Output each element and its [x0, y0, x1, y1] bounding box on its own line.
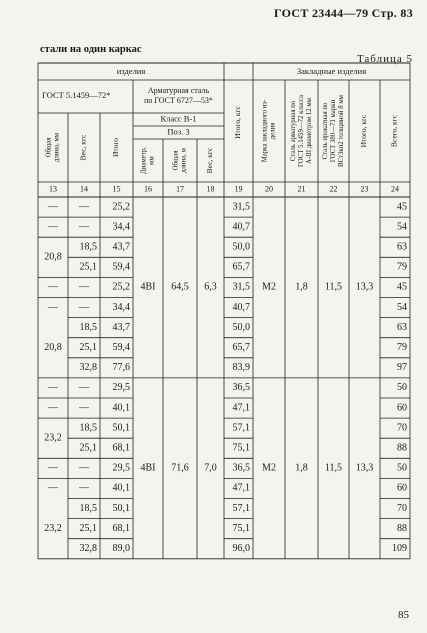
column-label-c15: Итого: [111, 138, 121, 157]
cell-c19: 47,1: [232, 482, 250, 494]
column-number: 14: [80, 184, 88, 194]
column-label-c13: Общая: [45, 137, 53, 158]
cell-c24: 88: [397, 522, 407, 534]
cell-c24: 109: [392, 543, 407, 555]
cell-c19: 96,0: [232, 543, 250, 555]
column-label-c21: ГОСТ 5.1459—72 класса: [298, 95, 306, 167]
cell-c24: 63: [397, 321, 407, 333]
column-label-c13: длина, мм: [53, 132, 61, 163]
cell-c14: 32,8: [79, 543, 97, 555]
cell-c13: —: [48, 382, 58, 394]
cell-c13: —: [48, 301, 58, 313]
table-title: Таблица 5: [356, 53, 413, 65]
cell-c15: 34,4: [112, 221, 130, 233]
column-number: 13: [49, 184, 57, 194]
cell-c19: 75,1: [232, 442, 250, 454]
cell-c22-merged: 11,5: [324, 462, 343, 474]
column-number: 16: [144, 184, 152, 194]
cell-c24: 63: [397, 241, 407, 253]
cell-c24: 88: [397, 442, 407, 454]
cell-c13: —: [48, 201, 58, 213]
cell-c14: 25,1: [79, 522, 97, 534]
cell-c15: 43,7: [112, 321, 130, 333]
column-label-c22: Сталь прокатная по: [322, 102, 330, 160]
cell-c23-merged: 13,3: [355, 462, 374, 474]
header-gost: ГОСТ 5.1459—72*: [42, 89, 111, 100]
cell-c18-merged: 6,3: [204, 281, 217, 293]
cell-c15: 68,1: [112, 522, 130, 534]
cell-c19: 31,5: [232, 281, 250, 293]
column-number: 23: [360, 184, 369, 194]
cell-c19: 40,7: [232, 301, 250, 313]
cell-c13: —: [48, 221, 58, 233]
cell-c14: 25,1: [79, 342, 97, 354]
cell-c24: 54: [397, 221, 407, 233]
cell-c24: 54: [397, 301, 407, 313]
cell-c14: 18,5: [79, 241, 97, 253]
column-number: 18: [206, 184, 215, 194]
cell-c24: 70: [397, 422, 407, 434]
column-number: 20: [265, 184, 273, 194]
cell-c14: 32,8: [79, 362, 97, 374]
cell-c23-merged: 13,3: [355, 281, 374, 293]
column-label-c16: мм: [148, 156, 156, 165]
cell-c15: 43,7: [112, 241, 130, 253]
column-label-c21: А-III диаметром 12 мм: [306, 98, 314, 164]
cell-c21-merged: 1,8: [295, 462, 308, 474]
cell-c19: 36,5: [232, 462, 250, 474]
cell-c15: 89,0: [112, 543, 130, 555]
cell-c19: 31,5: [232, 201, 250, 213]
cell-c15: 29,5: [112, 382, 130, 394]
column-number: 17: [176, 184, 184, 194]
cell-c15: 40,1: [112, 402, 130, 414]
cell-c13: —: [48, 482, 58, 494]
column-label-c22: ВСт3кп2 толщиной 8 мм: [338, 95, 346, 167]
cell-c14: 18,5: [79, 502, 97, 514]
column-label-c19: Итого, кгс: [233, 106, 243, 139]
cell-c14: —: [79, 201, 89, 213]
cell-c24: 45: [397, 201, 407, 213]
header-poz: Поз. 3: [167, 126, 190, 137]
header-armatur-line1: Арматурная сталь: [147, 85, 210, 95]
cell-c19: 50,0: [232, 241, 250, 253]
cell-c14: —: [79, 281, 89, 293]
cell-c15: 59,4: [112, 261, 130, 273]
table-subtitle: стали на один каркас: [40, 44, 142, 55]
cell-c15: 77,6: [112, 362, 130, 374]
column-number: 21: [297, 184, 306, 194]
column-number: 24: [391, 184, 399, 194]
column-label-c21: Сталь арматурная по: [290, 100, 298, 162]
header-armatur-line2: по ГОСТ 6727—53*: [144, 95, 213, 105]
cell-c13-merged: 20,8: [44, 251, 62, 263]
cell-c13: —: [48, 462, 58, 474]
cell-c17-merged: 64,5: [171, 281, 189, 293]
cell-c14: —: [79, 482, 89, 494]
cell-c16-merged: 4ВI: [140, 462, 156, 474]
cell-c14: —: [79, 382, 89, 394]
column-label-c20: Марка закладного из-: [261, 99, 269, 163]
cell-c15: 68,1: [112, 442, 130, 454]
cell-c24: 79: [397, 342, 407, 354]
cell-c13: —: [48, 281, 58, 293]
header-izdeliya: изделия: [116, 65, 146, 76]
cell-c14: 25,1: [79, 261, 97, 273]
cell-c15: 40,1: [112, 482, 130, 494]
cell-c24: 97: [397, 362, 407, 374]
column-label-c18: Вес, кгс: [205, 147, 215, 174]
cell-c24: 45: [397, 281, 407, 293]
header-klass: Класс В-1: [160, 113, 197, 124]
cell-c16-merged: 4ВI: [140, 281, 156, 293]
cell-c13-merged: 20,8: [44, 342, 62, 354]
cell-c19: 65,7: [232, 261, 250, 273]
cell-c24: 79: [397, 261, 407, 273]
cell-c14: —: [79, 221, 89, 233]
cell-c19: 47,1: [232, 402, 250, 414]
cell-c19: 50,0: [232, 321, 250, 333]
page-number: 85: [398, 609, 409, 621]
cell-c15: 25,2: [112, 201, 130, 213]
cell-c19: 75,1: [232, 522, 250, 534]
cell-c20-merged: М2: [262, 281, 276, 293]
cell-c24: 50: [397, 382, 407, 394]
cell-c24: 70: [397, 502, 407, 514]
column-number: 22: [329, 184, 338, 194]
cell-c13: —: [48, 402, 58, 414]
cell-c15: 50,1: [112, 502, 130, 514]
column-label-c23: Итого, кгс: [359, 114, 369, 148]
cell-c19: 65,7: [232, 342, 250, 354]
cell-c14: 18,5: [79, 422, 97, 434]
column-label-c22: ГОСТ 380—71 марки: [330, 99, 338, 163]
cell-c15: 59,4: [112, 342, 130, 354]
column-label-c20: делия: [269, 122, 277, 140]
cell-c20-merged: М2: [262, 462, 276, 474]
cell-c14: 25,1: [79, 442, 97, 454]
cell-c24: 60: [397, 482, 407, 494]
cell-c24: 50: [397, 462, 407, 474]
cell-c14: —: [79, 462, 89, 474]
cell-c15: 25,2: [112, 281, 130, 293]
cell-c24: 60: [397, 402, 407, 414]
cell-c19: 57,1: [232, 502, 250, 514]
cell-c22-merged: 11,5: [324, 281, 343, 293]
cell-c17-merged: 71,6: [171, 462, 189, 474]
cell-c21-merged: 1,8: [295, 281, 308, 293]
column-number: 15: [112, 184, 121, 194]
cell-c13-merged: 23,2: [44, 522, 62, 534]
cell-c18-merged: 7,0: [204, 462, 217, 474]
cell-c19: 57,1: [232, 422, 250, 434]
header-zaklad: Закладные изделия: [296, 65, 367, 76]
cell-c13-merged: 23,2: [44, 432, 62, 444]
cell-c19: 40,7: [232, 221, 250, 233]
cell-c14: —: [79, 301, 89, 313]
cell-c14: 18,5: [79, 321, 97, 333]
column-label-c24: Всего, кгс: [389, 114, 399, 148]
cell-c15: 29,5: [112, 462, 130, 474]
cell-c14: —: [79, 402, 89, 414]
column-label-c17: длина, м: [180, 148, 188, 173]
cell-c15: 50,1: [112, 422, 130, 434]
column-label-c17: Общая: [172, 150, 180, 171]
column-label-c16: Диаметр,: [140, 147, 148, 174]
cell-c19: 83,9: [232, 362, 250, 374]
cell-c15: 34,4: [112, 301, 130, 313]
column-label-c14: Вес, кгс: [78, 134, 88, 161]
page-header: ГОСТ 23444—79 Стр. 83: [273, 6, 413, 20]
cell-c19: 36,5: [232, 382, 250, 394]
column-number: 19: [234, 184, 243, 194]
